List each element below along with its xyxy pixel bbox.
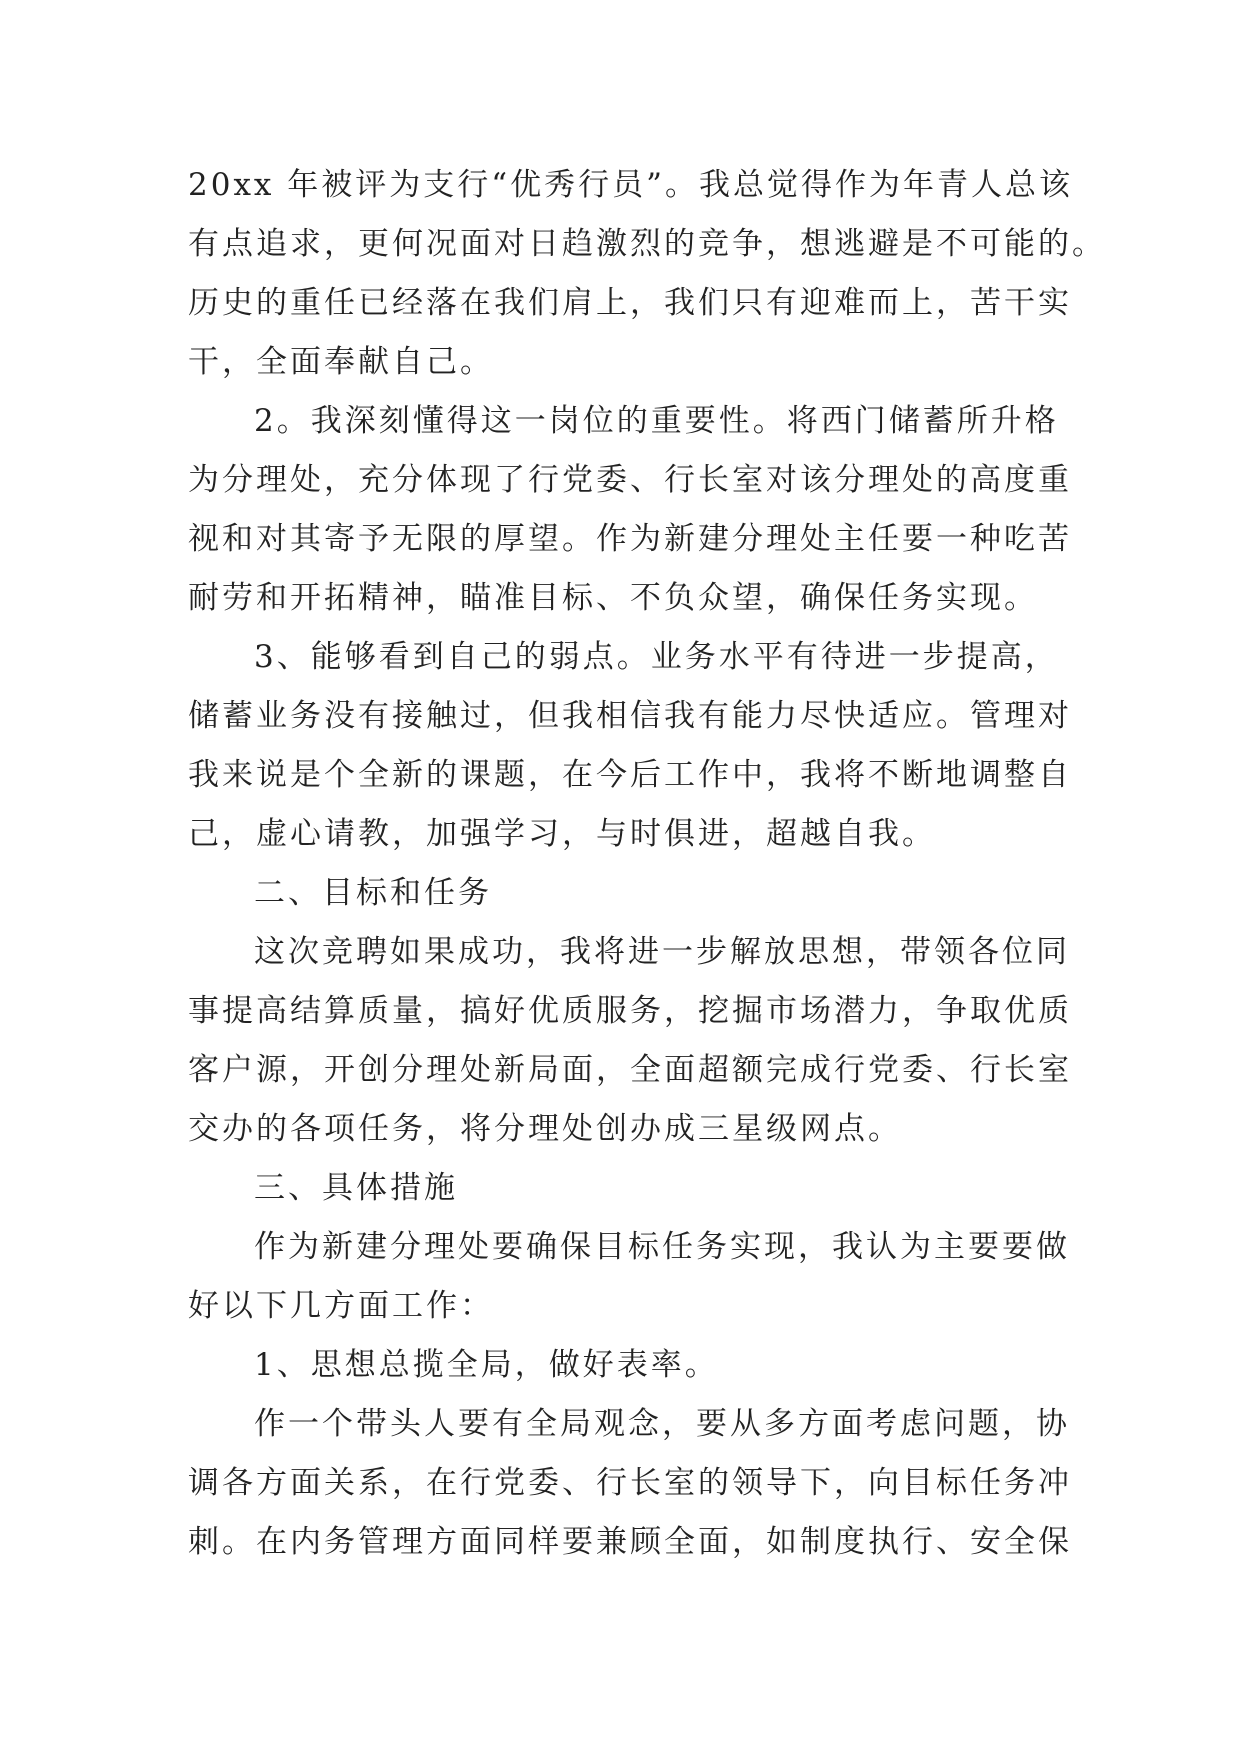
text-line: 交办的各项任务，将分理处创办成三星级网点。 [188,1111,902,1147]
document-body [188,156,1106,1572]
text-line: 己，虚心请教，加强学习，与时俱进，超越自我。 [188,816,936,852]
text-line: 我来说是个全新的课题，在今后工作中，我将不断地调整自 [188,757,1072,793]
text-line: 干，全面奉献自己。 [188,344,494,380]
text-line: 为分理处，充分体现了行党委、行长室对该分理处的高度重 [188,462,1072,498]
text-line: 二、目标和任务 [254,875,492,911]
text-line: 作为新建分理处要确保目标任务实现，我认为主要要做 [254,1229,1070,1265]
text-line: 事提高结算质量，搞好优质服务，挖掘市场潜力，争取优质 [188,993,1072,1029]
text-line: 视和对其寄予无限的厚望。作为新建分理处主任要一种吃苦 [188,521,1072,557]
text-line: 1、思想总揽全局，做好表率。 [254,1347,719,1383]
text-line: 20xx 年被评为支行“优秀行员”。我总觉得作为年青人总该 [188,167,1073,203]
text-line: 3、能够看到自己的弱点。业务水平有待进一步提高， [254,639,1059,675]
text-line: 2。我深刻懂得这一岗位的重要性。将西门储蓄所升格 [254,403,1059,439]
text-line: 储蓄业务没有接触过，但我相信我有能力尽快适应。管理对 [188,698,1072,734]
text-line: 有点追求，更何况面对日趋激烈的竞争，想逃避是不可能的。 [188,226,1106,262]
text-line: 客户源，开创分理处新局面，全面超额完成行党委、行长室 [188,1052,1072,1088]
text-line: 刺。在内务管理方面同样要兼顾全面，如制度执行、安全保 [188,1524,1072,1560]
text-line: 好以下几方面工作： [188,1288,494,1324]
text-line: 这次竞聘如果成功，我将进一步解放思想，带领各位同 [254,934,1070,970]
text-line: 三、具体措施 [254,1170,458,1206]
text-line: 作一个带头人要有全局观念，要从多方面考虑问题，协 [254,1406,1070,1442]
text-line: 调各方面关系，在行党委、行长室的领导下，向目标任务冲 [188,1465,1072,1501]
text-line: 历史的重任已经落在我们肩上，我们只有迎难而上，苦干实 [188,285,1072,321]
text-line: 耐劳和开拓精神，瞄准目标、不负众望，确保任务实现。 [188,580,1038,616]
